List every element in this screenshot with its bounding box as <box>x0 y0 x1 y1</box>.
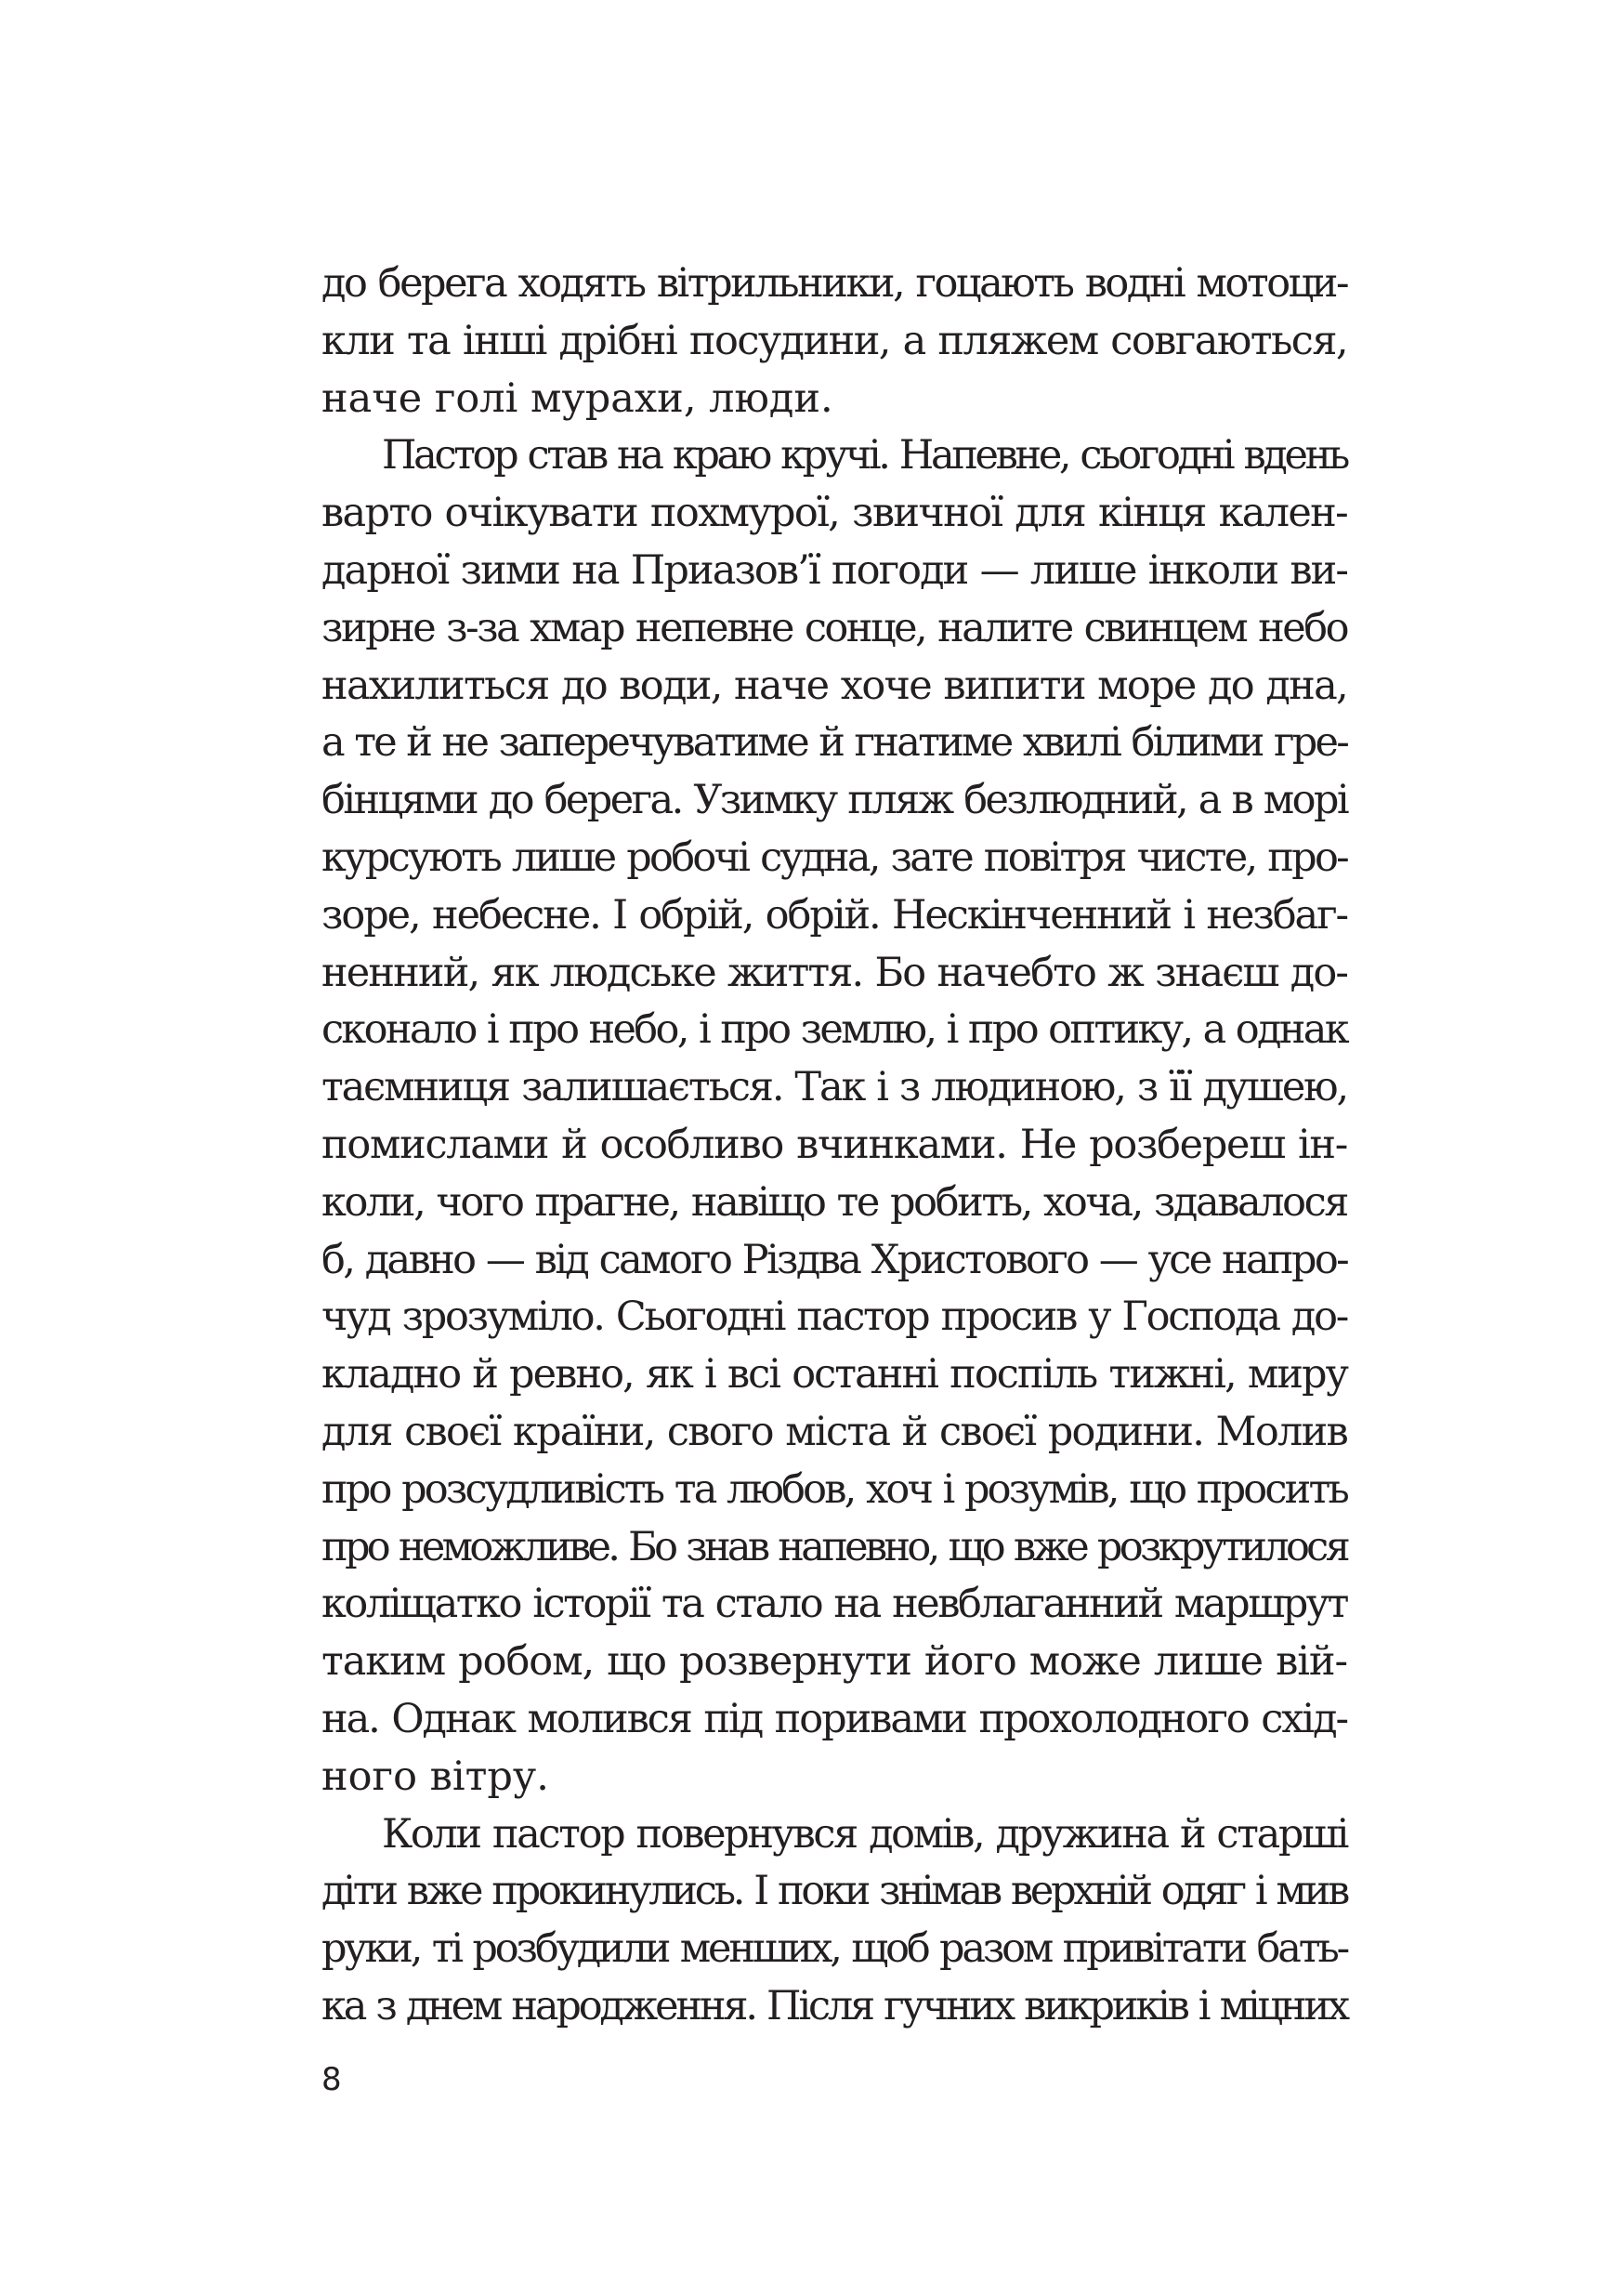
text-line: Пастор став на краю кручі. Напевне, сьогодні вдень <box>382 432 1347 479</box>
text-line: таким робом, що розвернути його може лише вій- <box>321 1638 1347 1686</box>
text-line: дарної зими на Приазов’ї погоди — лише інколи ви- <box>321 546 1347 594</box>
text-line: коліщатко історії та стало на невблаганний маршрут <box>321 1581 1347 1628</box>
text-line: Коли пастор повернувся домів, дружина й старші <box>382 1810 1347 1858</box>
text-line: таємниця залишається. Так і з людиною, з її душею, <box>321 1064 1347 1111</box>
text-line: а те й не заперечуватиме й гнатиме хвилі білими гре- <box>321 719 1347 767</box>
text-line: б, давно — від самого Різдва Христового — усе напро- <box>321 1236 1347 1283</box>
text-line: ненний, як людське життя. Бо начебто ж знаєш до- <box>321 949 1347 996</box>
text-line: чуд зрозуміло. Сьогодні пастор просив у Господа до- <box>321 1294 1347 1341</box>
text-line: ного вітру. <box>321 1753 549 1800</box>
text-line: кладно й ревно, як і всі останні поспіль тижні, миру <box>321 1351 1347 1399</box>
text-line: коли, чого прагне, навіщо те робить, хоча, здавалося <box>321 1178 1347 1226</box>
body-text <box>321 256 1347 2036</box>
text-line: варто очікувати похмурої, звичної для кінця кален- <box>321 490 1347 537</box>
text-line: до берега ходять вітрильники, гоцають водні мотоци- <box>321 260 1347 307</box>
text-line: зирне з-за хмар непевне сонце, налите свинцем небо <box>321 604 1347 651</box>
text-line: на. Однак молився під поривами прохолодного схід- <box>321 1695 1347 1742</box>
text-line: зоре, небесне. І обрій, обрій. Нескінченний і незбаг- <box>321 891 1347 939</box>
text-line: руки, ті розбудили менших, щоб разом привітати бать- <box>321 1925 1347 1973</box>
text-line: ка з днем народження. Після гучних викриків і міцних <box>321 1982 1347 2029</box>
text-line: сконало і про небо, і про землю, і про оптику, а однак <box>321 1006 1347 1054</box>
text-line: про неможливе. Бо знав напевно, що вже розкрутилося <box>321 1523 1347 1570</box>
text-line: для своєї країни, свого міста й своєї родини. Молив <box>321 1408 1347 1455</box>
text-line: кли та інші дрібні посудини, а пляжем совгаються, <box>321 317 1347 364</box>
text-line: наче голі мурахи, люди. <box>321 374 833 422</box>
text-line: нахилиться до води, наче хоче випити море до дна, <box>321 662 1347 709</box>
text-line: курсують лише робочі судна, зате повітря чисте, про- <box>321 834 1347 881</box>
text-line: діти вже прокинулись. І поки знімав верхній одяг і мив <box>321 1868 1347 1915</box>
text-line: про розсудливість та любов, хоч і розумів, що просить <box>321 1465 1347 1513</box>
page-number: 8 <box>321 2061 342 2098</box>
text-line: бінцями до берега. Узимку пляж безлюдний, а в морі <box>321 777 1347 824</box>
text-line: помислами й особливо вчинками. Не розбереш ін- <box>321 1121 1347 1168</box>
